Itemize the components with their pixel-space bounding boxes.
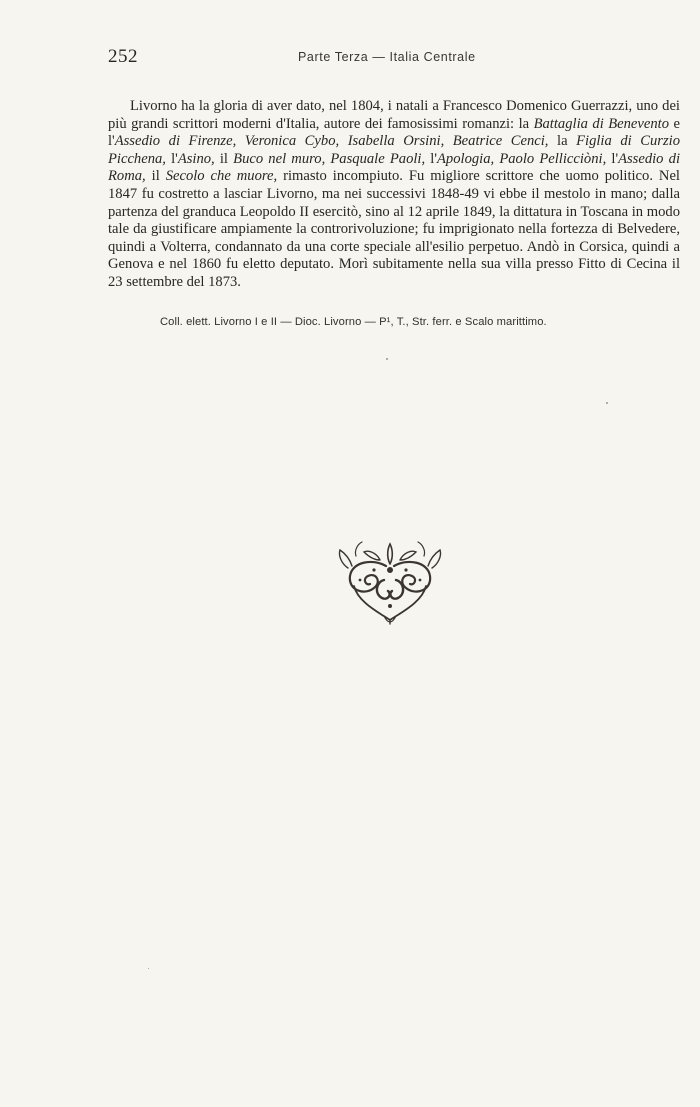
text-run: l' — [425, 150, 437, 167]
running-title: Parte Terza — Italia Centrale — [298, 50, 476, 64]
floral-tailpiece-icon — [334, 536, 446, 626]
paper-speck — [606, 402, 608, 404]
page-header — [108, 46, 680, 70]
page-number: 252 — [108, 46, 138, 67]
electoral-note: Coll. elett. Livorno I e II — Dioc. Livorno — P¹, T., Str. ferr. e Scalo marittimo. — [160, 316, 547, 328]
italic-title: Buco nel muro, Pasquale Paoli, — [233, 150, 426, 167]
italic-title: Secolo che muore, — [165, 168, 278, 185]
italic-title: Battaglia di Benevento — [533, 115, 670, 132]
text-run: Livorno ha la gloria di aver dato, nel 1804, i natali a Francesco Domenico Guerrazzi, uno dei più grandi scrittori moderni d'Italia, autore dei famosissimi romanzi: la — [108, 98, 680, 132]
italic-title: Assedio di Firenze, Veronica Cybo, Isabella Orsini, Beatrice Cenci, — [114, 133, 549, 150]
paper-speck — [148, 968, 149, 969]
italic-title: Asino, — [177, 150, 215, 167]
italic-title: Apologia, Paolo Pellicciòni, — [437, 150, 607, 167]
text-run: l' — [165, 150, 178, 167]
text-run: e l' — [108, 115, 680, 150]
text-run: il — [145, 168, 166, 185]
text-run: il — [214, 150, 234, 167]
text-run: l' — [606, 150, 619, 167]
body-paragraph — [108, 98, 680, 292]
italic-title: Figlia di Curzio Picchena, — [108, 133, 680, 167]
italic-title: Assedio di Roma, — [108, 150, 680, 185]
text-run: rimasto incompiuto. Fu migliore scrittore che uomo politico. Nel 1847 fu costretto a lasciar Livorno, ma nei successivi 1848-49 vi ebbe il mestolo in mano; dalla partenza del granduca Leopoldo II esercitò, sino al 12 aprile 1849, la dittatura in Toscana in modo tale da giustificare ampiamente la controrivoluzione; fu imprigionato nella fortezza di Belvedere, quindi a Volterra, condannato da una corte speciale all'esilio perpetuo. Andò in Corsica, quindi a Genova e nel 1860 fu eletto deputato. Morì subitamente nella sua villa presso Fitto di Cecina il 23 settembre del 1873. — [108, 168, 680, 290]
paper-speck — [386, 358, 388, 360]
text-run: la — [548, 133, 577, 150]
